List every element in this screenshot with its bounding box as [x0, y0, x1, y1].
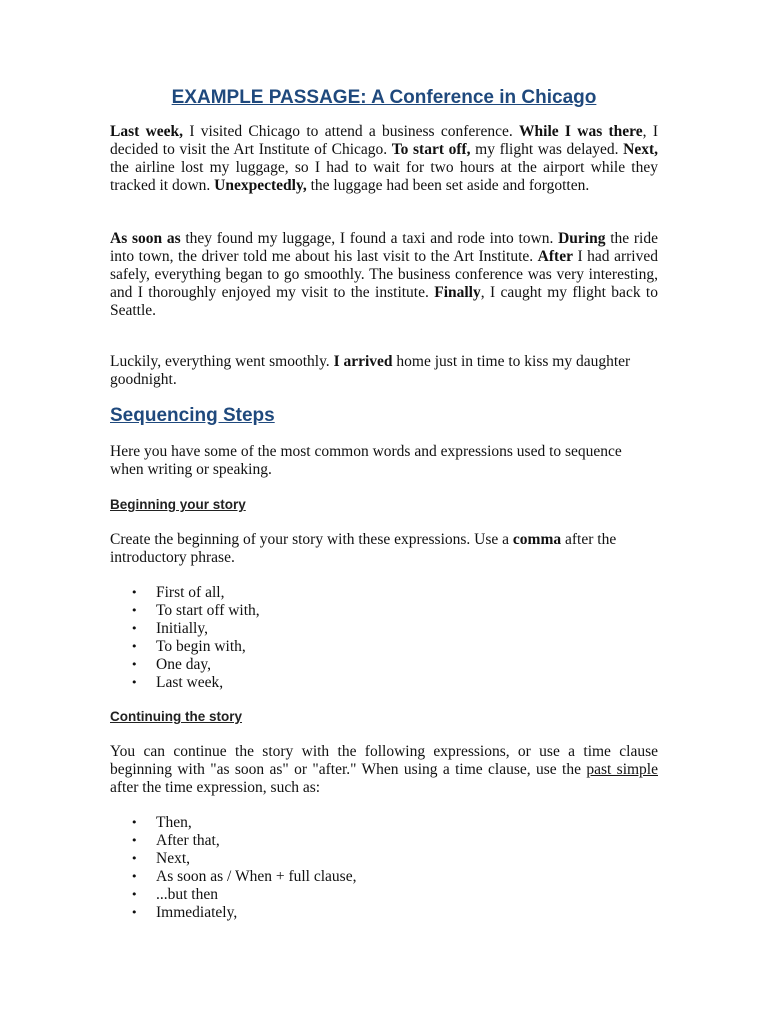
beginning-text-after: after the introductory phrase. — [110, 531, 617, 566]
text-run: the ride into town, the driver told me about his last visit to the Art Institute. — [110, 230, 658, 265]
list-item: • Last week, — [110, 674, 658, 692]
list-item: • As soon as / When + full clause, — [110, 868, 658, 886]
list-item: • First of all, — [110, 584, 658, 602]
list-item: • Then, — [110, 814, 658, 832]
continuing-expressions-list — [110, 814, 658, 922]
beginning-expressions-list — [110, 584, 658, 692]
bold-phrase: I arrived — [333, 353, 393, 370]
bold-phrase: Unexpectedly, — [214, 177, 307, 194]
comma-emphasis: comma — [512, 531, 562, 548]
list-item: • Next, — [110, 850, 658, 868]
text-run: , I caught my flight back to Seattle. — [110, 284, 658, 319]
bold-phrase: During — [558, 230, 606, 247]
text-run: the luggage had been set aside and forgotten. — [306, 177, 590, 194]
list-item: • After that, — [110, 832, 658, 850]
page-title: EXAMPLE PASSAGE: A Conference in Chicago — [171, 87, 597, 108]
passage-paragraph-1 — [110, 123, 658, 215]
beginning-text — [110, 531, 658, 567]
list-item: • To start off with, — [110, 602, 658, 620]
passage-paragraph-2 — [110, 230, 658, 338]
bold-phrase: Last week, — [110, 123, 184, 140]
continuing-heading: Continuing the story — [110, 709, 242, 724]
sequencing-intro: Here you have some of the most common words and expressions used to sequence when writing or speaking. — [110, 443, 622, 478]
text-run: Luckily, everything went smoothly. — [110, 353, 334, 370]
bold-phrase: Next, — [623, 141, 659, 158]
list-item: • Initially, — [110, 620, 658, 638]
list-item: • To begin with, — [110, 638, 658, 656]
text-run: , I decided to visit the Art Institute of Chicago. — [110, 123, 659, 158]
past-simple-link[interactable]: past simple — [586, 761, 658, 778]
beginning-heading: Beginning your story — [110, 497, 246, 512]
bold-phrase: To start off, — [391, 141, 471, 158]
list-item: • ...but then — [110, 886, 658, 904]
text-run: I had arrived safely, everything began to go smoothly. The business conference was very interesting, and I thoroughly enjoyed my visit to the institute. — [110, 248, 658, 301]
bold-phrase: While I was there — [519, 123, 643, 140]
list-item: • One day, — [110, 656, 658, 674]
continuing-text-after: after the time expression, such as: — [110, 779, 321, 796]
text-run: the airline lost my luggage, so I had to wait for two hours at the airport while they tracked it down. — [110, 159, 658, 194]
sequencing-steps-heading: Sequencing Steps — [110, 405, 275, 426]
bold-phrase: After — [537, 248, 573, 265]
continuing-text — [110, 743, 658, 797]
passage-paragraph-3 — [110, 353, 640, 389]
text-run: they found my luggage, I found a taxi and rode into town. — [180, 230, 559, 247]
beginning-text-before: Create the beginning of your story with these expressions. Use a — [110, 531, 513, 548]
text-run: I visited Chicago to attend a business conference. — [183, 123, 520, 140]
continuing-text-before: You can continue the story with the following expressions, or use a time clause beginning with "as soon as" or "after." When using a time clause, use the — [110, 743, 658, 778]
text-run: home just in time to kiss my daughter goodnight. — [110, 353, 631, 388]
bold-phrase: As soon as — [110, 230, 181, 247]
bold-phrase: Finally — [434, 284, 481, 301]
document-page — [110, 84, 658, 922]
list-item: • Immediately, — [110, 904, 658, 922]
text-run: my flight was delayed. — [470, 141, 624, 158]
